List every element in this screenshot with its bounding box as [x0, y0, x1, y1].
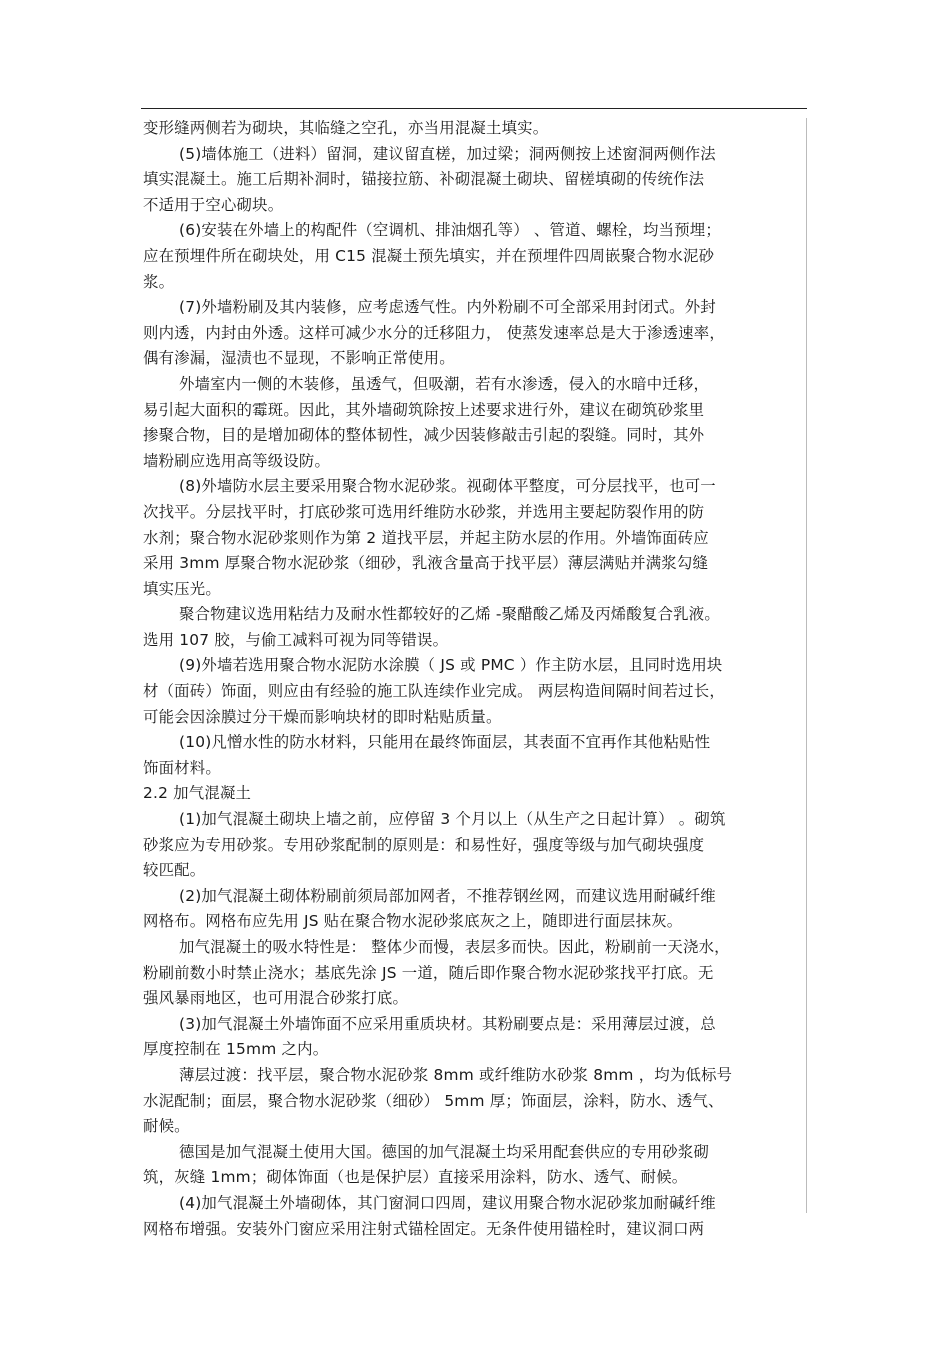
- text-line: (8)外墙防水层主要采用聚合物水泥砂浆。视砌体平整度，可分层找平，也可一: [179, 477, 716, 496]
- text-line: 2.2 加气混凝土: [143, 784, 252, 803]
- text-line: 偶有渗漏，湿渍也不显现，不影响正常使用。: [143, 349, 455, 368]
- text-line: 掺聚合物，目的是增加砌体的整体韧性，减少因装修敲击引起的裂缝。同时，其外: [143, 426, 705, 445]
- text-line: 砂浆应为专用砂浆。专用砂浆配制的原则是：和易性好，强度等级与加气砌块强度: [143, 835, 705, 854]
- text-line: 墙粉刷应选用高等级设防。: [143, 451, 331, 470]
- text-line: 聚合物建议选用粘结力及耐水性都较好的乙烯 -聚醋酸乙烯及丙烯酸复合乳液。: [179, 605, 720, 624]
- text-line: (2)加气混凝土砌体粉刷前须局部加网者，不推荐钢丝网，而建议选用耐碱纤维: [179, 886, 716, 905]
- text-line: 德国是加气混凝土使用大国。德国的加气混凝土均采用配套供应的专用砂浆砌: [179, 1142, 710, 1161]
- text-line: 浆。: [143, 272, 175, 291]
- text-line: 材（面砖）饰面，则应由有经验的施工队连续作业完成。 两层构造间隔时间若过长，: [143, 682, 725, 701]
- text-line: (1)加气混凝土砌块上墙之前，应停留 3 个月以上（从生产之日起计算） 。砌筑: [179, 810, 726, 829]
- right-margin-rule: [806, 118, 807, 1213]
- document-body: [143, 116, 803, 1242]
- text-line: (9)外墙若选用聚合物水泥防水涂膜（ JS 或 PMC ）作主防水层，且同时选用块: [179, 656, 723, 675]
- text-line: 水剂；聚合物水泥砂浆则作为第 2 道找平层，并起主防水层的作用。外墙饰面砖应: [143, 528, 709, 547]
- text-line: 厚度控制在 15mm 之内。: [143, 1040, 329, 1059]
- text-line: 筑，灰缝 1mm；砌体饰面（也是保护层）直接采用涂料，防水、透气、耐候。: [143, 1168, 688, 1187]
- text-line: 饰面材料。: [143, 758, 221, 777]
- text-line: 可能会因涂膜过分干燥而影响块材的即时粘贴质量。: [143, 707, 502, 726]
- text-line: 网格布。网格布应先用 JS 贴在聚合物水泥砂浆底灰之上，随即进行面层抹灰。: [143, 912, 683, 931]
- text-line: 耐候。: [143, 1117, 190, 1136]
- text-line: 填实混凝土。施工后期补洞时，锚接拉筋、补砌混凝土砌块、留槎填砌的传统作法: [143, 170, 705, 189]
- text-line: 较匹配。: [143, 861, 206, 880]
- text-line: 水泥配制；面层，聚合物水泥砂浆（细砂） 5mm 厚；饰面层，涂料，防水、透气、: [143, 1091, 724, 1110]
- text-line: 次找平。分层找平时，打底砂浆可选用纤维防水砂浆，并选用主要起防裂作用的防: [143, 502, 705, 521]
- text-line: 变形缝两侧若为砌块，其临缝之空孔，亦当用混凝土填实。: [143, 119, 549, 137]
- text-line: 网格布增强。安装外门窗应采用注射式锚栓固定。无条件使用锚栓时，建议洞口两: [143, 1219, 705, 1238]
- text-line: (4)加气混凝土外墙砌体，其门窗洞口四周，建议用聚合物水泥砂浆加耐碱纤维: [179, 1193, 716, 1212]
- text-line: 粉刷前数小时禁止浇水；基底先涂 JS 一道，随后即作聚合物水泥砂浆找平打底。无: [143, 963, 714, 982]
- text-line: (3)加气混凝土外墙饰面不应采用重质块材。其粉刷要点是：采用薄层过渡，总: [179, 1014, 716, 1033]
- text-line: 采用 3mm 厚聚合物水泥砂浆（细砂，乳液含量高于找平层）薄层满贴并满浆勾缝: [143, 554, 709, 573]
- text-line: (5)墙体施工（进料）留洞，建议留直槎，加过梁；洞两侧按上述窗洞两侧作法: [179, 144, 716, 163]
- page-header-rule: [141, 108, 807, 109]
- text-line: 选用 107 胶，与偷工减料可视为同等错误。: [143, 630, 449, 649]
- text-line: 强风暴雨地区，也可用混合砂浆打底。: [143, 989, 409, 1008]
- text-line: 易引起大面积的霉斑。因此，其外墙砌筑除按上述要求进行外，建议在砌筑砂浆里: [143, 400, 705, 419]
- text-line: (7)外墙粉刷及其内装修，应考虑透气性。内外粉刷不可全部采用封闭式。外封: [179, 298, 716, 317]
- text-line: 填实压光。: [143, 579, 221, 598]
- text-line: 外墙室内一侧的木装修，虽透气，但吸潮，若有水渗透，侵入的水暗中迁移，: [179, 374, 710, 393]
- text-line: 薄层过渡：找平层，聚合物水泥砂浆 8mm 或纤维防水砂浆 8mm ，均为低标号: [179, 1065, 733, 1084]
- text-line: (10)凡憎水性的防水材料，只能用在最终饰面层，其表面不宜再作其他粘贴性: [179, 733, 711, 752]
- text-line: (6)安装在外墙上的构配件（空调机、排油烟孔等） 、管道、螺栓，均当预埋；: [179, 221, 721, 240]
- text-line: 则内透，内封由外透。这样可减少水分的迁移阻力， 使蒸发速率总是大于渗透速率，: [143, 323, 725, 342]
- text-line: 应在预埋件所在砌块处，用 C15 混凝土预先填实，并在预埋件四周嵌聚合物水泥砂: [143, 246, 715, 265]
- text-line: 不适用于空心砌块。: [143, 195, 284, 214]
- text-line: 加气混凝土的吸水特性是： 整体少而慢，表层多而快。因此，粉刷前一天浇水，: [179, 938, 730, 956]
